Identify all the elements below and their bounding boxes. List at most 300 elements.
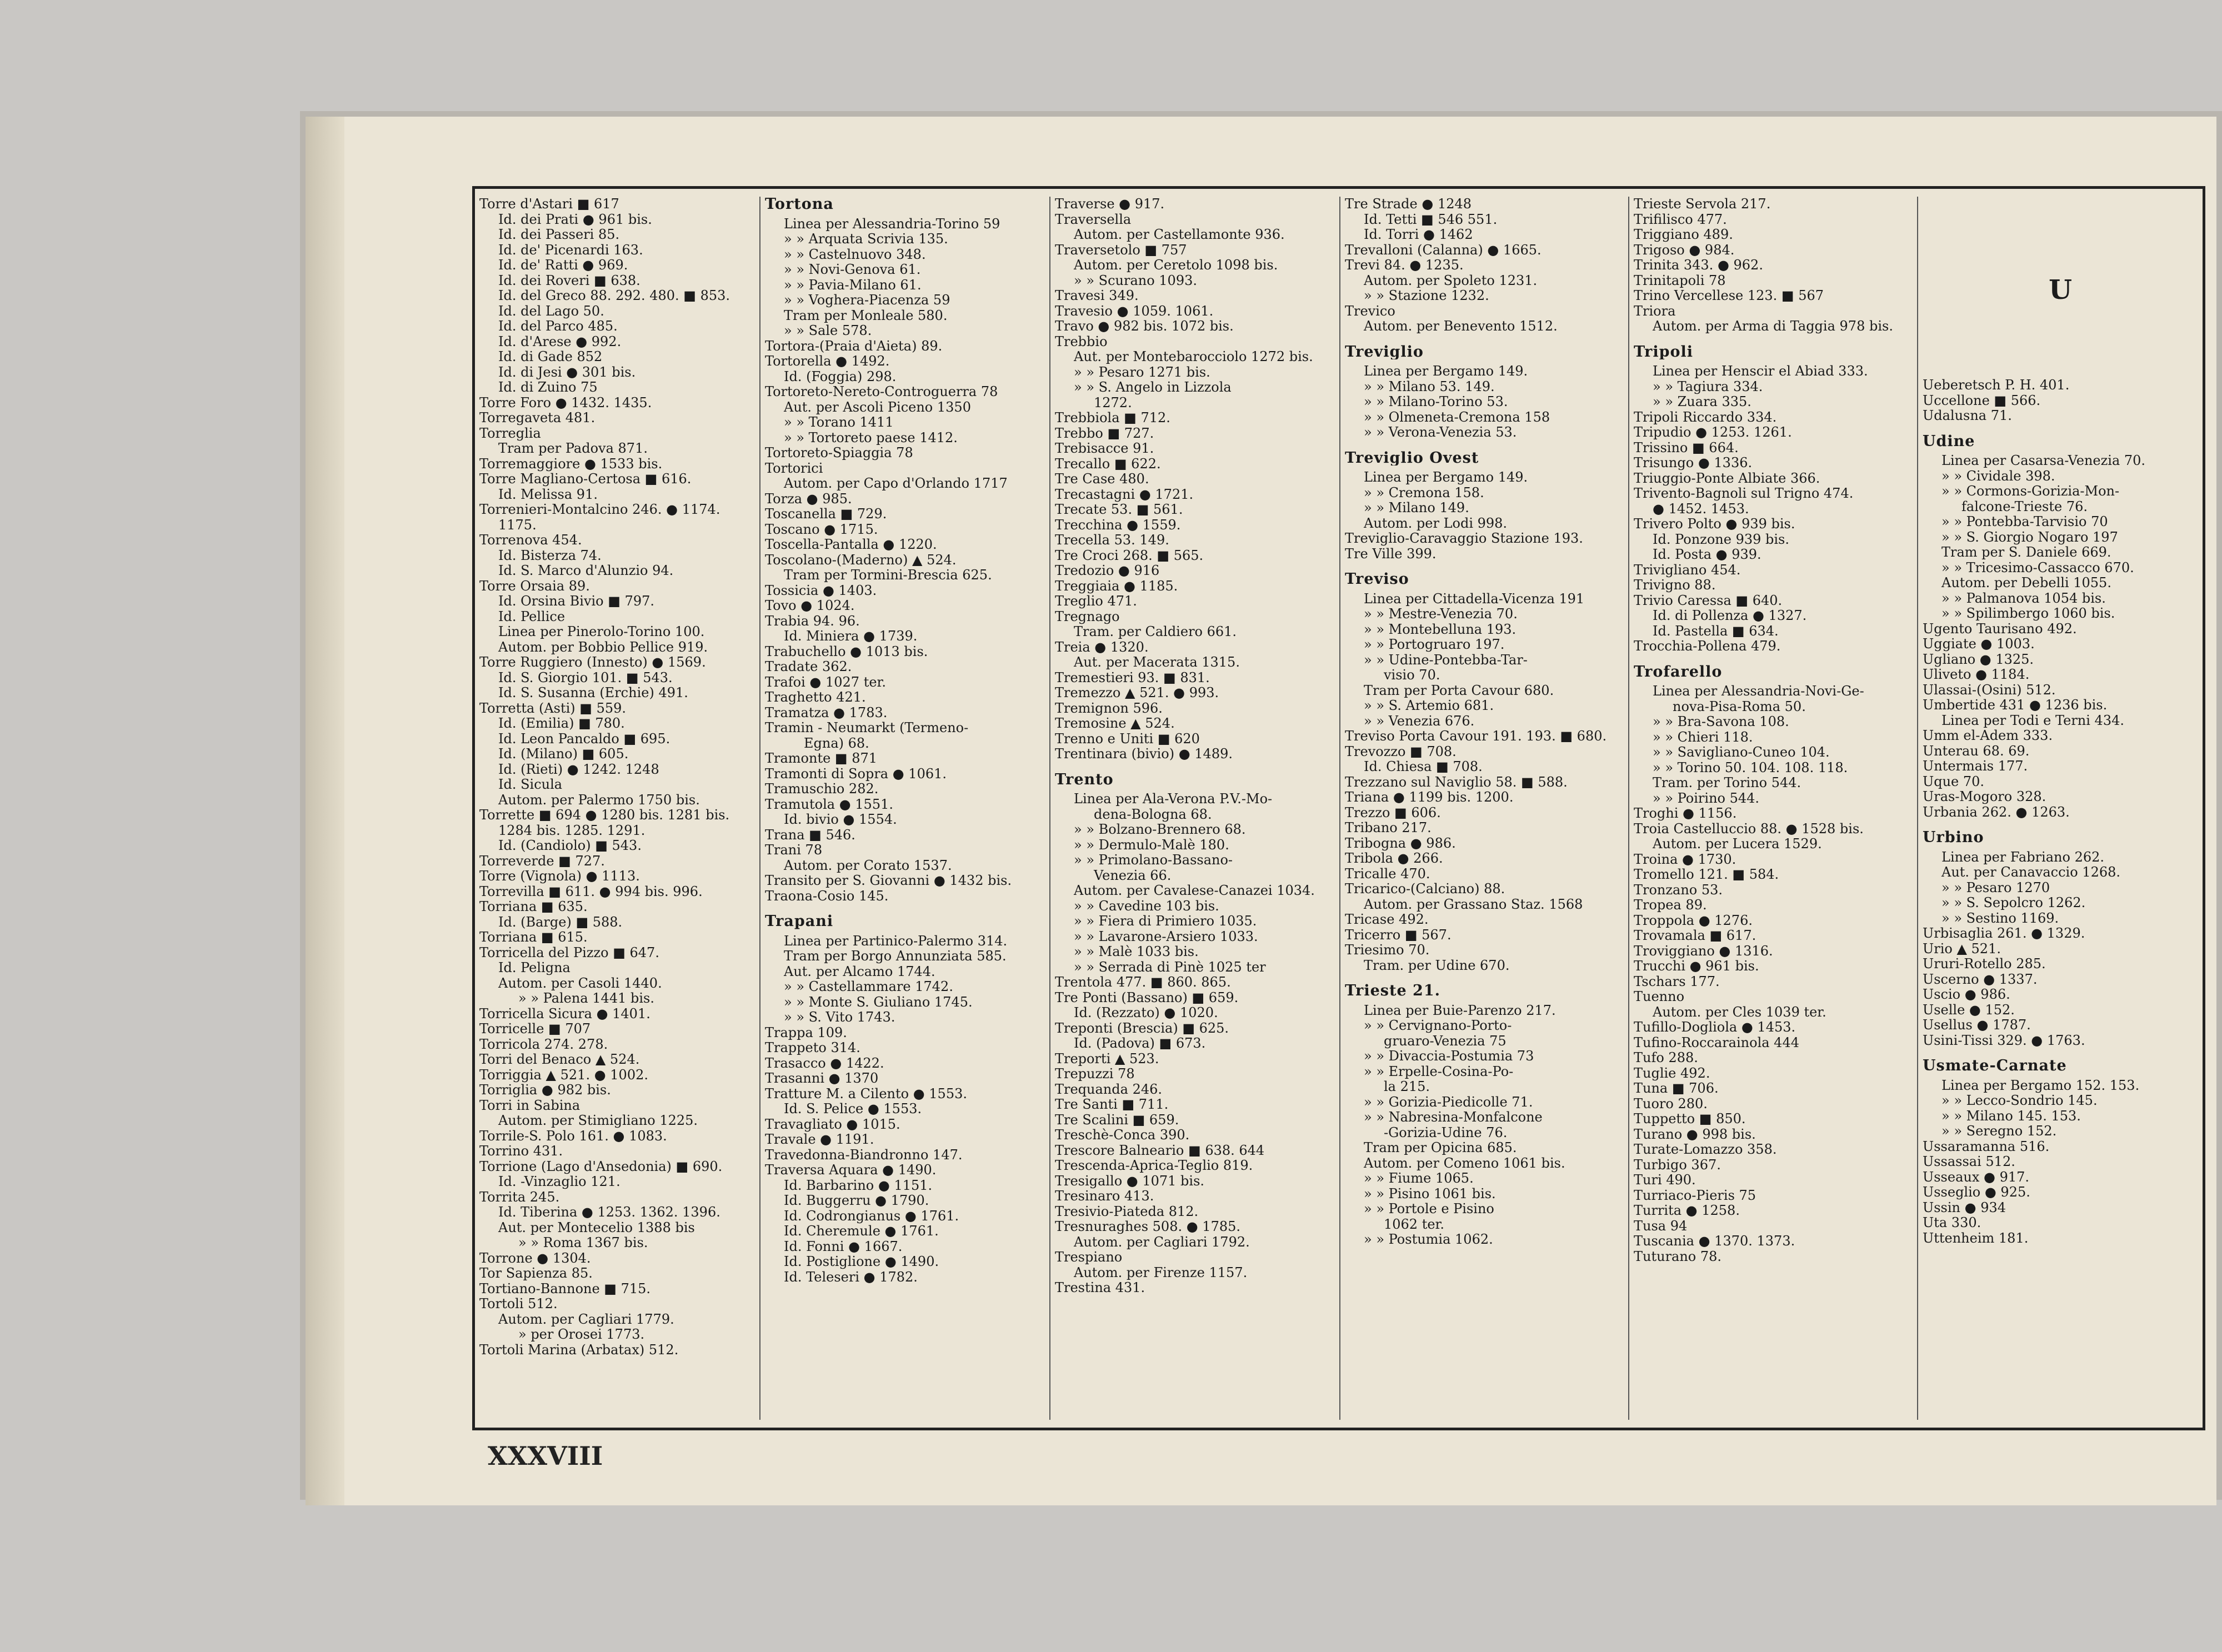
index-entry: Aut. per Macerata 1315. <box>1074 655 1240 670</box>
index-entry: Trequanda 246. <box>1055 1082 1163 1097</box>
index-entry: Trespiano <box>1055 1250 1123 1265</box>
index-entry: Trinitapoli 78 <box>1634 273 1726 288</box>
index-entry: » » Stazione 1232. <box>1364 288 1489 303</box>
index-entry: Torriana ■ 615. <box>479 930 588 945</box>
index-entry: Treia ● 1320. <box>1055 639 1149 655</box>
index-entry: Triggiano 489. <box>1634 227 1733 242</box>
index-entry: Torre Magliano-Certosa ■ 616. <box>479 472 692 487</box>
index-entry: Travedonna-Biandronno 147. <box>765 1147 963 1163</box>
index-entry: Trafoi ● 1027 ter. <box>765 674 887 690</box>
index-entry: Id. -Vinzaglio 121. <box>498 1174 620 1189</box>
index-entry: Torri in Sabina <box>479 1098 580 1113</box>
index-entry: Toscolano-(Maderno) ▲ 524. <box>765 552 957 568</box>
section-heading: Udine <box>1923 433 1975 449</box>
index-entry: Tronzano 53. <box>1634 882 1723 898</box>
index-entry: visio 70. <box>1384 668 1440 683</box>
index-entry: Tramatza ● 1783. <box>765 705 888 720</box>
index-entry: la 215. <box>1384 1079 1430 1094</box>
index-entry: Ulassai-(Osini) 512. <box>1923 682 2056 698</box>
index-entry: Trieste Servola 217. <box>1634 197 1771 212</box>
index-entry: Trivigno 88. <box>1634 578 1716 593</box>
index-entry: Ururi-Rotello 285. <box>1923 957 2046 972</box>
index-entry: Tramonte ■ 871 <box>765 751 878 766</box>
index-entry: Usseglio ● 925. <box>1923 1185 2030 1200</box>
index-entry: Linea per Bergamo 149. <box>1364 470 1528 485</box>
index-entry: Autom. per Corato 1537. <box>784 858 952 873</box>
index-entry: Linea per Alessandria-Novi-Ge- <box>1653 684 1864 699</box>
index-entry: » » Portogruaro 197. <box>1364 637 1505 652</box>
index-entry: Treponti (Brescia) ■ 625. <box>1055 1020 1229 1036</box>
index-entry: Trabuchello ● 1013 bis. <box>765 644 928 659</box>
index-entry: » » Torano 1411 <box>784 415 894 430</box>
index-entry: Id. (Milano) ■ 605. <box>498 747 629 762</box>
index-entry: Linea per Ala-Verona P.V.-Mo- <box>1074 792 1273 807</box>
index-column-2 <box>759 197 1049 1420</box>
index-entry: Trescore Balneario ■ 638. 644 <box>1055 1143 1265 1158</box>
index-entry: Tschars 177. <box>1634 974 1720 989</box>
index-entry: Autom. per Palermo 1750 bis. <box>498 792 700 808</box>
index-entry: Id. (Rieti) ● 1242. 1248 <box>498 762 659 777</box>
section-heading: Tripoli <box>1634 344 1694 359</box>
index-entry: Trifilisco 477. <box>1634 212 1727 227</box>
index-entry: Turi 490. <box>1634 1173 1696 1188</box>
index-entry: Tribola ● 266. <box>1345 851 1443 866</box>
index-entry: Tredozio ● 916 <box>1055 563 1160 578</box>
index-entry: Id. di Pollenza ● 1327. <box>1653 608 1807 623</box>
index-entry: Uta 330. <box>1923 1215 1981 1230</box>
book-spine <box>306 117 344 1505</box>
index-entry: Autom. per Cavalese-Canazei 1034. <box>1074 883 1315 898</box>
index-entry: Autom. per Stimigliano 1225. <box>498 1113 698 1128</box>
index-entry: Tovo ● 1024. <box>765 598 855 613</box>
index-entry: » » S. Angelo in Lizzola <box>1074 380 1232 395</box>
index-entry: Id. del Parco 485. <box>498 319 618 334</box>
index-entry: » » Palena 1441 bis. <box>518 991 654 1006</box>
index-entry: Treglio 471. <box>1055 594 1137 609</box>
index-entry: Id. (Rezzato) ● 1020. <box>1074 1005 1218 1020</box>
index-entry: Torregaveta 481. <box>479 411 595 425</box>
index-entry: » » Gorizia-Piedicolle 71. <box>1364 1094 1533 1110</box>
index-entry: Id. Torri ● 1462 <box>1364 227 1473 242</box>
index-entry: Autom. per Lucera 1529. <box>1653 837 1822 852</box>
index-entry: Id. Teleseri ● 1782. <box>784 1269 918 1285</box>
index-entry: Trana ■ 546. <box>765 827 855 843</box>
index-entry: Tufino-Roccarainola 444 <box>1634 1035 1799 1050</box>
index-entry: Trucchi ● 961 bis. <box>1634 959 1759 974</box>
index-entry: Tremestieri 93. ■ 831. <box>1055 670 1210 685</box>
index-entry: » » Sestino 1169. <box>1941 910 2059 926</box>
index-entry: Id. Peligna <box>498 960 570 975</box>
index-entry: Aut. per Montebarocciolo 1272 bis. <box>1074 349 1313 364</box>
index-entry: Tuglie 492. <box>1634 1065 1710 1081</box>
index-entry: Tram per Borgo Annunziata 585. <box>784 949 1007 964</box>
index-entry: Torre Orsaia 89. <box>479 578 590 594</box>
index-entry: Trivento-Bagnoli sul Trigno 474. <box>1634 486 1854 501</box>
index-entry: Urio ▲ 521. <box>1923 941 2001 957</box>
index-entry: » » Malè 1033 bis. <box>1074 944 1199 959</box>
index-entry: Tuna ■ 706. <box>1634 1081 1719 1096</box>
index-entry: Trinita 343. ● 962. <box>1634 258 1763 273</box>
index-entry: Uscio ● 986. <box>1923 987 2010 1002</box>
index-entry: Tortoli 512. <box>479 1296 558 1311</box>
index-entry: » » Venezia 676. <box>1364 713 1475 729</box>
index-entry: Trebbio <box>1055 334 1108 349</box>
index-entry: Tuscania ● 1370. 1373. <box>1634 1234 1795 1249</box>
index-entry: Torrevilla ■ 611. ● 994 bis. 996. <box>479 884 703 899</box>
index-entry: » » Voghera-Piacenza 59 <box>784 293 950 308</box>
index-entry: Turate-Lomazzo 358. <box>1634 1142 1777 1157</box>
index-entry: Id. Fonni ● 1667. <box>784 1239 903 1254</box>
index-entry: Trino Vercellese 123. ■ 567 <box>1634 288 1824 303</box>
index-entry: Tortoreto-Spiaggia 78 <box>765 445 913 460</box>
index-entry: Linea per Pinerolo-Torino 100. <box>498 624 705 639</box>
index-entry: Autom. per Firenze 1157. <box>1074 1265 1248 1280</box>
index-entry: Id. S. Giorgio 101. ■ 543. <box>498 670 673 685</box>
index-entry: » » Seregno 152. <box>1941 1124 2057 1139</box>
index-entry: Id. Tetti ■ 546 551. <box>1364 212 1498 227</box>
index-entry: » » Montebelluna 193. <box>1364 622 1517 637</box>
index-entry: » » Milano 53. 149. <box>1364 379 1495 394</box>
index-entry: ● 1452. 1453. <box>1653 501 1749 517</box>
index-entry: Tusa 94 <box>1634 1218 1688 1234</box>
index-entry: Tortorici <box>765 460 823 476</box>
index-entry: Toscella-Pantalla ● 1220. <box>765 537 937 552</box>
index-entry: Tresigallo ● 1071 bis. <box>1055 1173 1205 1189</box>
index-entry: Autom. per Bobbio Pellice 919. <box>498 639 708 655</box>
index-entry: Tratture M. a Cilento ● 1553. <box>765 1086 967 1102</box>
index-entry: Id. Pastella ■ 634. <box>1653 623 1779 639</box>
index-entry: » » Lavarone-Arsiero 1033. <box>1074 929 1258 944</box>
index-entry: -Gorizia-Udine 76. <box>1384 1125 1508 1140</box>
index-entry: Trebbo ■ 727. <box>1055 425 1154 441</box>
index-entry: Toscanella ■ 729. <box>765 507 887 522</box>
index-entry: » » Serrada di Pinè 1025 ter <box>1074 959 1266 975</box>
index-entry: » » Bolzano-Brennero 68. <box>1074 822 1246 837</box>
index-entry: Trevi 84. ● 1235. <box>1345 258 1464 273</box>
index-entry: Trevalloni (Calanna) ● 1665. <box>1345 242 1542 258</box>
index-entry: Autom. per Debelli 1055. <box>1941 575 2111 590</box>
index-column-6 <box>1917 197 2203 1420</box>
index-entry: Venezia 66. <box>1094 868 1172 883</box>
index-entry: Id. (Emilia) ■ 780. <box>498 716 625 731</box>
section-heading: U <box>2049 274 2072 306</box>
index-entry: Trasanni ● 1370 <box>765 1071 879 1086</box>
index-entry: Triana ● 1199 bis. 1200. <box>1345 790 1514 805</box>
index-entry: Trecella 53. 149. <box>1055 533 1169 548</box>
index-entry: » » Fiera di Primiero 1035. <box>1074 914 1257 929</box>
index-entry: Torretta (Asti) ■ 559. <box>479 700 627 716</box>
index-entry: Linea per Fabriano 262. <box>1941 849 2105 865</box>
index-entry: Uscerno ● 1337. <box>1923 972 2038 987</box>
index-entry: Trebisacce 91. <box>1055 441 1154 456</box>
index-entry: Id. Posta ● 939. <box>1653 547 1761 562</box>
index-entry: Urbania 262. ● 1263. <box>1923 804 2070 820</box>
section-heading: Tortona <box>765 197 834 212</box>
index-entry: Torremaggiore ● 1533 bis. <box>479 456 663 472</box>
index-entry: Traona-Cosio 145. <box>765 888 889 904</box>
index-entry: Torre (Vignola) ● 1113. <box>479 869 640 884</box>
index-entry: Aut. per Montecelio 1388 bis <box>498 1220 695 1235</box>
index-entry: Id. di Jesi ● 301 bis. <box>498 364 636 380</box>
index-entry: Trepuzzi 78 <box>1055 1067 1135 1082</box>
index-entry: » » Milano 149. <box>1364 500 1469 515</box>
index-entry: Id. Cheremule ● 1761. <box>784 1224 939 1239</box>
section-heading: Trapani <box>765 914 834 929</box>
index-entry: » » Fiume 1065. <box>1364 1171 1474 1186</box>
index-entry: Uras-Mogoro 328. <box>1923 789 2046 804</box>
index-entry: Autom. per Lodi 998. <box>1364 515 1508 531</box>
index-entry: Uselle ● 152. <box>1923 1002 2015 1018</box>
index-entry: Linea per Bergamo 152. 153. <box>1941 1078 2140 1093</box>
index-entry: Autom. per Arma di Taggia 978 bis. <box>1653 319 1893 334</box>
index-entry: » » Roma 1367 bis. <box>518 1235 648 1250</box>
index-entry: Travale ● 1191. <box>765 1132 874 1147</box>
index-entry: Autom. per Benevento 1512. <box>1364 319 1558 334</box>
index-entry: 1272. <box>1094 395 1132 411</box>
index-entry: Tram. per Udine 670. <box>1364 958 1510 973</box>
index-entry: Tuppetto ■ 850. <box>1634 1112 1746 1127</box>
index-entry: Torrenieri-Montalcino 246. ● 1174. <box>479 502 720 517</box>
index-entry: Tortiano-Bannone ■ 715. <box>479 1281 651 1296</box>
index-entry: » » Castelnuovo 348. <box>784 247 926 262</box>
index-entry: Tricase 492. <box>1345 912 1429 927</box>
index-entry: » » Spilimbergo 1060 bis. <box>1941 606 2115 621</box>
index-entry: Id. (Barge) ■ 588. <box>498 914 623 930</box>
index-entry: Autom. per Castellamonte 936. <box>1074 227 1285 242</box>
index-entry: Autom. per Casoli 1440. <box>498 975 662 991</box>
index-entry: Traverse ● 917. <box>1055 197 1165 212</box>
index-entry: » » Udine-Pontebba-Tar- <box>1364 652 1528 668</box>
index-entry: Trecallo ■ 622. <box>1055 456 1161 472</box>
index-entry: Id. d'Arese ● 992. <box>498 334 622 349</box>
index-entry: Tuoro 280. <box>1634 1096 1708 1112</box>
index-entry: Tufillo-Dogliola ● 1453. <box>1634 1020 1796 1035</box>
index-entry: » » Pesaro 1270 <box>1941 880 2050 895</box>
index-entry: Torrita 245. <box>479 1189 560 1205</box>
index-entry: Linea per Henscir el Abiad 333. <box>1653 364 1868 379</box>
index-entry: Linea per Partinico-Palermo 314. <box>784 933 1008 949</box>
index-entry: 1284 bis. 1285. 1291. <box>498 823 645 838</box>
index-entry: Aut. per Canavaccio 1268. <box>1941 865 2121 880</box>
index-entry: Trappa 109. <box>765 1025 847 1040</box>
index-entry: » » Tortoreto paese 1412. <box>784 430 958 445</box>
index-entry: » » Postumia 1062. <box>1364 1232 1493 1247</box>
index-entry: Tortorella ● 1492. <box>765 354 890 369</box>
index-entry: Tram per S. Daniele 669. <box>1941 545 2111 560</box>
index-entry: Trasacco ● 1422. <box>765 1055 884 1071</box>
index-entry: Treviso Porta Cavour 191. 193. ■ 680. <box>1345 729 1607 744</box>
index-entry: Id. Orsina Bivio ■ 797. <box>498 594 655 609</box>
index-entry: » » S. Giorgio Nogaro 197 <box>1941 529 2118 545</box>
index-entry: Tre Ville 399. <box>1345 546 1437 562</box>
index-entry: Tremosine ▲ 524. <box>1055 716 1175 731</box>
index-entry: Torrone ● 1304. <box>479 1250 591 1266</box>
section-heading: Treviso <box>1345 572 1409 587</box>
index-entry: Tropea 89. <box>1634 898 1707 913</box>
index-entry: Trentola 477. ■ 860. 865. <box>1055 975 1231 990</box>
section-heading: Trofarello <box>1634 664 1723 679</box>
index-entry: » » Zuara 335. <box>1653 394 1751 409</box>
index-entry: Autom. per Ceretolo 1098 bis. <box>1074 258 1278 273</box>
index-entry: » » Arquata Scrivia 135. <box>784 232 948 247</box>
index-entry: Id. Pellice <box>498 609 565 624</box>
index-entry: » » Pavia-Milano 61. <box>784 277 922 293</box>
index-entry: Treporti ▲ 523. <box>1055 1051 1159 1067</box>
index-entry: Trani 78 <box>765 843 823 858</box>
index-entry: Torriglia ● 982 bis. <box>479 1083 611 1098</box>
index-entry: Tramuschio 282. <box>765 782 879 797</box>
index-entry: Tre Case 480. <box>1055 472 1149 487</box>
index-entry: Umbertide 431 ● 1236 bis. <box>1923 698 2108 713</box>
index-entry: Linea per Alessandria-Torino 59 <box>784 216 1000 232</box>
index-entry: Tram per Tormini-Brescia 625. <box>784 568 992 583</box>
index-entry: Tre Croci 268. ■ 565. <box>1055 548 1204 563</box>
index-entry: » » Cavedine 103 bis. <box>1074 898 1219 914</box>
index-entry: Linea per Cittadella-Vicenza 191 <box>1364 591 1585 607</box>
index-entry: Autom. per Spoleto 1231. <box>1364 273 1538 288</box>
index-entry: Travesio ● 1059. 1061. <box>1055 303 1214 319</box>
index-entry: Autom. per Cagliari 1779. <box>498 1311 674 1327</box>
index-entry: » » Pontebba-Tarvisio 70 <box>1941 514 2108 529</box>
index-entry: Ussaramanna 516. <box>1923 1139 2050 1154</box>
index-column-3 <box>1049 197 1339 1420</box>
index-entry: » » Olmeneta-Cremona 158 <box>1364 409 1550 425</box>
index-entry: Usellus ● 1787. <box>1923 1018 2031 1033</box>
index-entry: Id. di Zuino 75 <box>498 380 598 395</box>
index-entry: » » Scurano 1093. <box>1074 273 1197 288</box>
index-entry: Travo ● 982 bis. 1072 bis. <box>1055 319 1234 334</box>
index-entry: Tram. per Torino 544. <box>1653 775 1801 790</box>
index-entry: Torrino 431. <box>479 1144 563 1159</box>
index-entry: » » Poirino 544. <box>1653 790 1760 806</box>
index-entry: Traversetolo ■ 757 <box>1055 242 1187 258</box>
index-entry: Uliveto ● 1184. <box>1923 667 2030 682</box>
index-entry: Id. Tiberina ● 1253. 1362. 1396. <box>498 1205 720 1220</box>
index-entry: » » Cervignano-Porto- <box>1364 1018 1512 1033</box>
index-entry: Tufo 288. <box>1634 1050 1698 1065</box>
index-entry: » » Castellammare 1742. <box>784 979 953 994</box>
index-entry: Torre Foro ● 1432. 1435. <box>479 395 652 411</box>
index-entry: Autom. per Comeno 1061 bis. <box>1364 1155 1565 1171</box>
index-entry: falcone-Trieste 76. <box>1961 499 2088 514</box>
index-entry: Torrette ■ 694 ● 1280 bis. 1281 bis. <box>479 808 730 823</box>
index-entry: Id. S. Marco d'Alunzio 94. <box>498 563 674 578</box>
index-entry: Turbigo 367. <box>1634 1157 1721 1173</box>
index-entry: » » Pesaro 1271 bis. <box>1074 364 1210 380</box>
index-entry: Tradate 362. <box>765 659 852 674</box>
index-entry: Uttenheim 181. <box>1923 1230 2029 1246</box>
index-entry: Tramin - Neumarkt (Termeno- <box>765 720 969 735</box>
index-entry: Trivero Polto ● 939 bis. <box>1634 517 1795 532</box>
index-entry: Udalusna 71. <box>1923 408 2012 423</box>
index-entry: » » Cormons-Gorizia-Mon- <box>1941 484 2120 499</box>
index-entry: Trevico <box>1345 303 1395 319</box>
index-entry: Id. del Lago 50. <box>498 303 604 319</box>
index-entry: Autom. per Cagliari 1792. <box>1074 1234 1250 1250</box>
section-heading: Treviglio <box>1345 344 1424 359</box>
index-entry: Id. Buggerru ● 1790. <box>784 1193 929 1208</box>
index-entry: Triviglianо 454. <box>1634 562 1741 578</box>
index-entry: Aut. per Alcamo 1744. <box>784 964 935 979</box>
index-entry: Torricola 274. 278. <box>479 1037 608 1052</box>
index-entry: Ussin ● 934 <box>1923 1200 2006 1215</box>
index-entry: » » S. Sepolcro 1262. <box>1941 895 2086 910</box>
index-entry: Linea per Bergamo 149. <box>1364 364 1528 379</box>
index-entry: Tossicia ● 1403. <box>765 583 877 598</box>
index-entry: Trovamala ■ 617. <box>1634 928 1756 943</box>
section-heading: Treviglio Ovest <box>1345 450 1479 465</box>
index-entry: Tram per Padova 871. <box>498 441 648 456</box>
index-entry: Trivio Caressa ■ 640. <box>1634 593 1783 608</box>
index-entry: Trezzano sul Naviglio 58. ■ 588. <box>1345 774 1568 790</box>
index-entry: Id. (Candiolo) ■ 543. <box>498 838 642 853</box>
index-entry: » » S. Artemio 681. <box>1364 698 1494 713</box>
index-entry: Id. Melissa 91. <box>498 487 598 502</box>
index-entry: Traghetto 421. <box>765 690 866 705</box>
index-entry: » » Nabresina-Monfalcone <box>1364 1110 1543 1125</box>
index-entry: Traversella <box>1055 212 1132 227</box>
index-entry: » » Bra-Savona 108. <box>1653 714 1789 729</box>
index-column-4 <box>1339 197 1628 1420</box>
index-entry: Trecchina ● 1559. <box>1055 517 1181 533</box>
index-entry: Tramonti di Sopra ● 1061. <box>765 766 947 782</box>
index-entry: Trappeto 314. <box>765 1040 860 1055</box>
index-entry: Treschè-Conca 390. <box>1055 1128 1190 1143</box>
index-entry: Tuenno <box>1634 989 1685 1004</box>
index-entry: Tre Ponti (Bassano) ■ 659. <box>1055 990 1239 1005</box>
index-entry: Id. de' Picenardi 163. <box>498 242 643 258</box>
index-entry: Egna) 68. <box>804 735 869 751</box>
index-entry: Tripudio ● 1253. 1261. <box>1634 425 1792 440</box>
index-entry: Usini-Tissi 329. ● 1763. <box>1923 1033 2085 1048</box>
index-entry: Trocchia-Pollena 479. <box>1634 639 1781 654</box>
index-entry: » » Tricesimo-Cassacco 670. <box>1941 560 2134 575</box>
index-entry: Tortoreto-Nereto-Controguerra 78 <box>765 384 998 399</box>
page-number: XXXVIII <box>488 1441 603 1471</box>
index-entry: Id. Codrongianus ● 1761. <box>784 1208 959 1224</box>
index-entry: Triora <box>1634 303 1676 319</box>
index-entry: Linea per Casarsa-Venezia 70. <box>1941 453 2146 468</box>
index-entry: Treviglio-Caravaggio Stazione 193. <box>1345 531 1583 546</box>
index-entry: Turriaco-Pieris 75 <box>1634 1188 1756 1203</box>
index-column-5 <box>1628 197 1917 1420</box>
index-entry: Autom. per Cles 1039 ter. <box>1653 1004 1826 1020</box>
index-entry: Tremezzo ▲ 521. ● 993. <box>1055 685 1219 700</box>
index-entry: » » Milano-Torino 53. <box>1364 394 1508 409</box>
index-entry: Travesi 349. <box>1055 288 1139 303</box>
index-entry: Torricella del Pizzo ■ 647. <box>479 945 659 960</box>
section-heading: Trento <box>1055 772 1114 787</box>
index-entry: Tortoli Marina (Arbatax) 512. <box>479 1342 679 1358</box>
index-entry: Trissino ■ 664. <box>1634 440 1739 455</box>
index-entry: Tuturano 78. <box>1634 1249 1722 1264</box>
index-entry: » » Tagiura 334. <box>1653 379 1763 394</box>
index-entry: » » Verona-Venezia 53. <box>1364 425 1517 440</box>
index-entry: Autom. per Capo d'Orlando 1717 <box>784 476 1008 491</box>
index-entry: Torza ● 985. <box>765 491 852 507</box>
index-entry: Autom. per Grassano Staz. 1568 <box>1364 897 1583 912</box>
index-entry: Tromello 121. ■ 584. <box>1634 867 1779 882</box>
index-entry: Trescenda-Aprica-Teglio 819. <box>1055 1158 1253 1173</box>
index-entry: Torrile-S. Polo 161. ● 1083. <box>479 1128 667 1144</box>
index-entry: » » Monte S. Giuliano 1745. <box>784 994 973 1010</box>
index-entry: Troviggiano ● 1316. <box>1634 943 1773 959</box>
index-entry: » » Novi-Genova 61. <box>784 262 921 277</box>
index-entry: Urbisaglia 261. ● 1329. <box>1923 926 2085 941</box>
index-entry: dena-Bologna 68. <box>1094 807 1212 822</box>
index-entry: » » Cremona 158. <box>1364 485 1484 500</box>
index-entry: Id. Sicula <box>498 777 563 792</box>
